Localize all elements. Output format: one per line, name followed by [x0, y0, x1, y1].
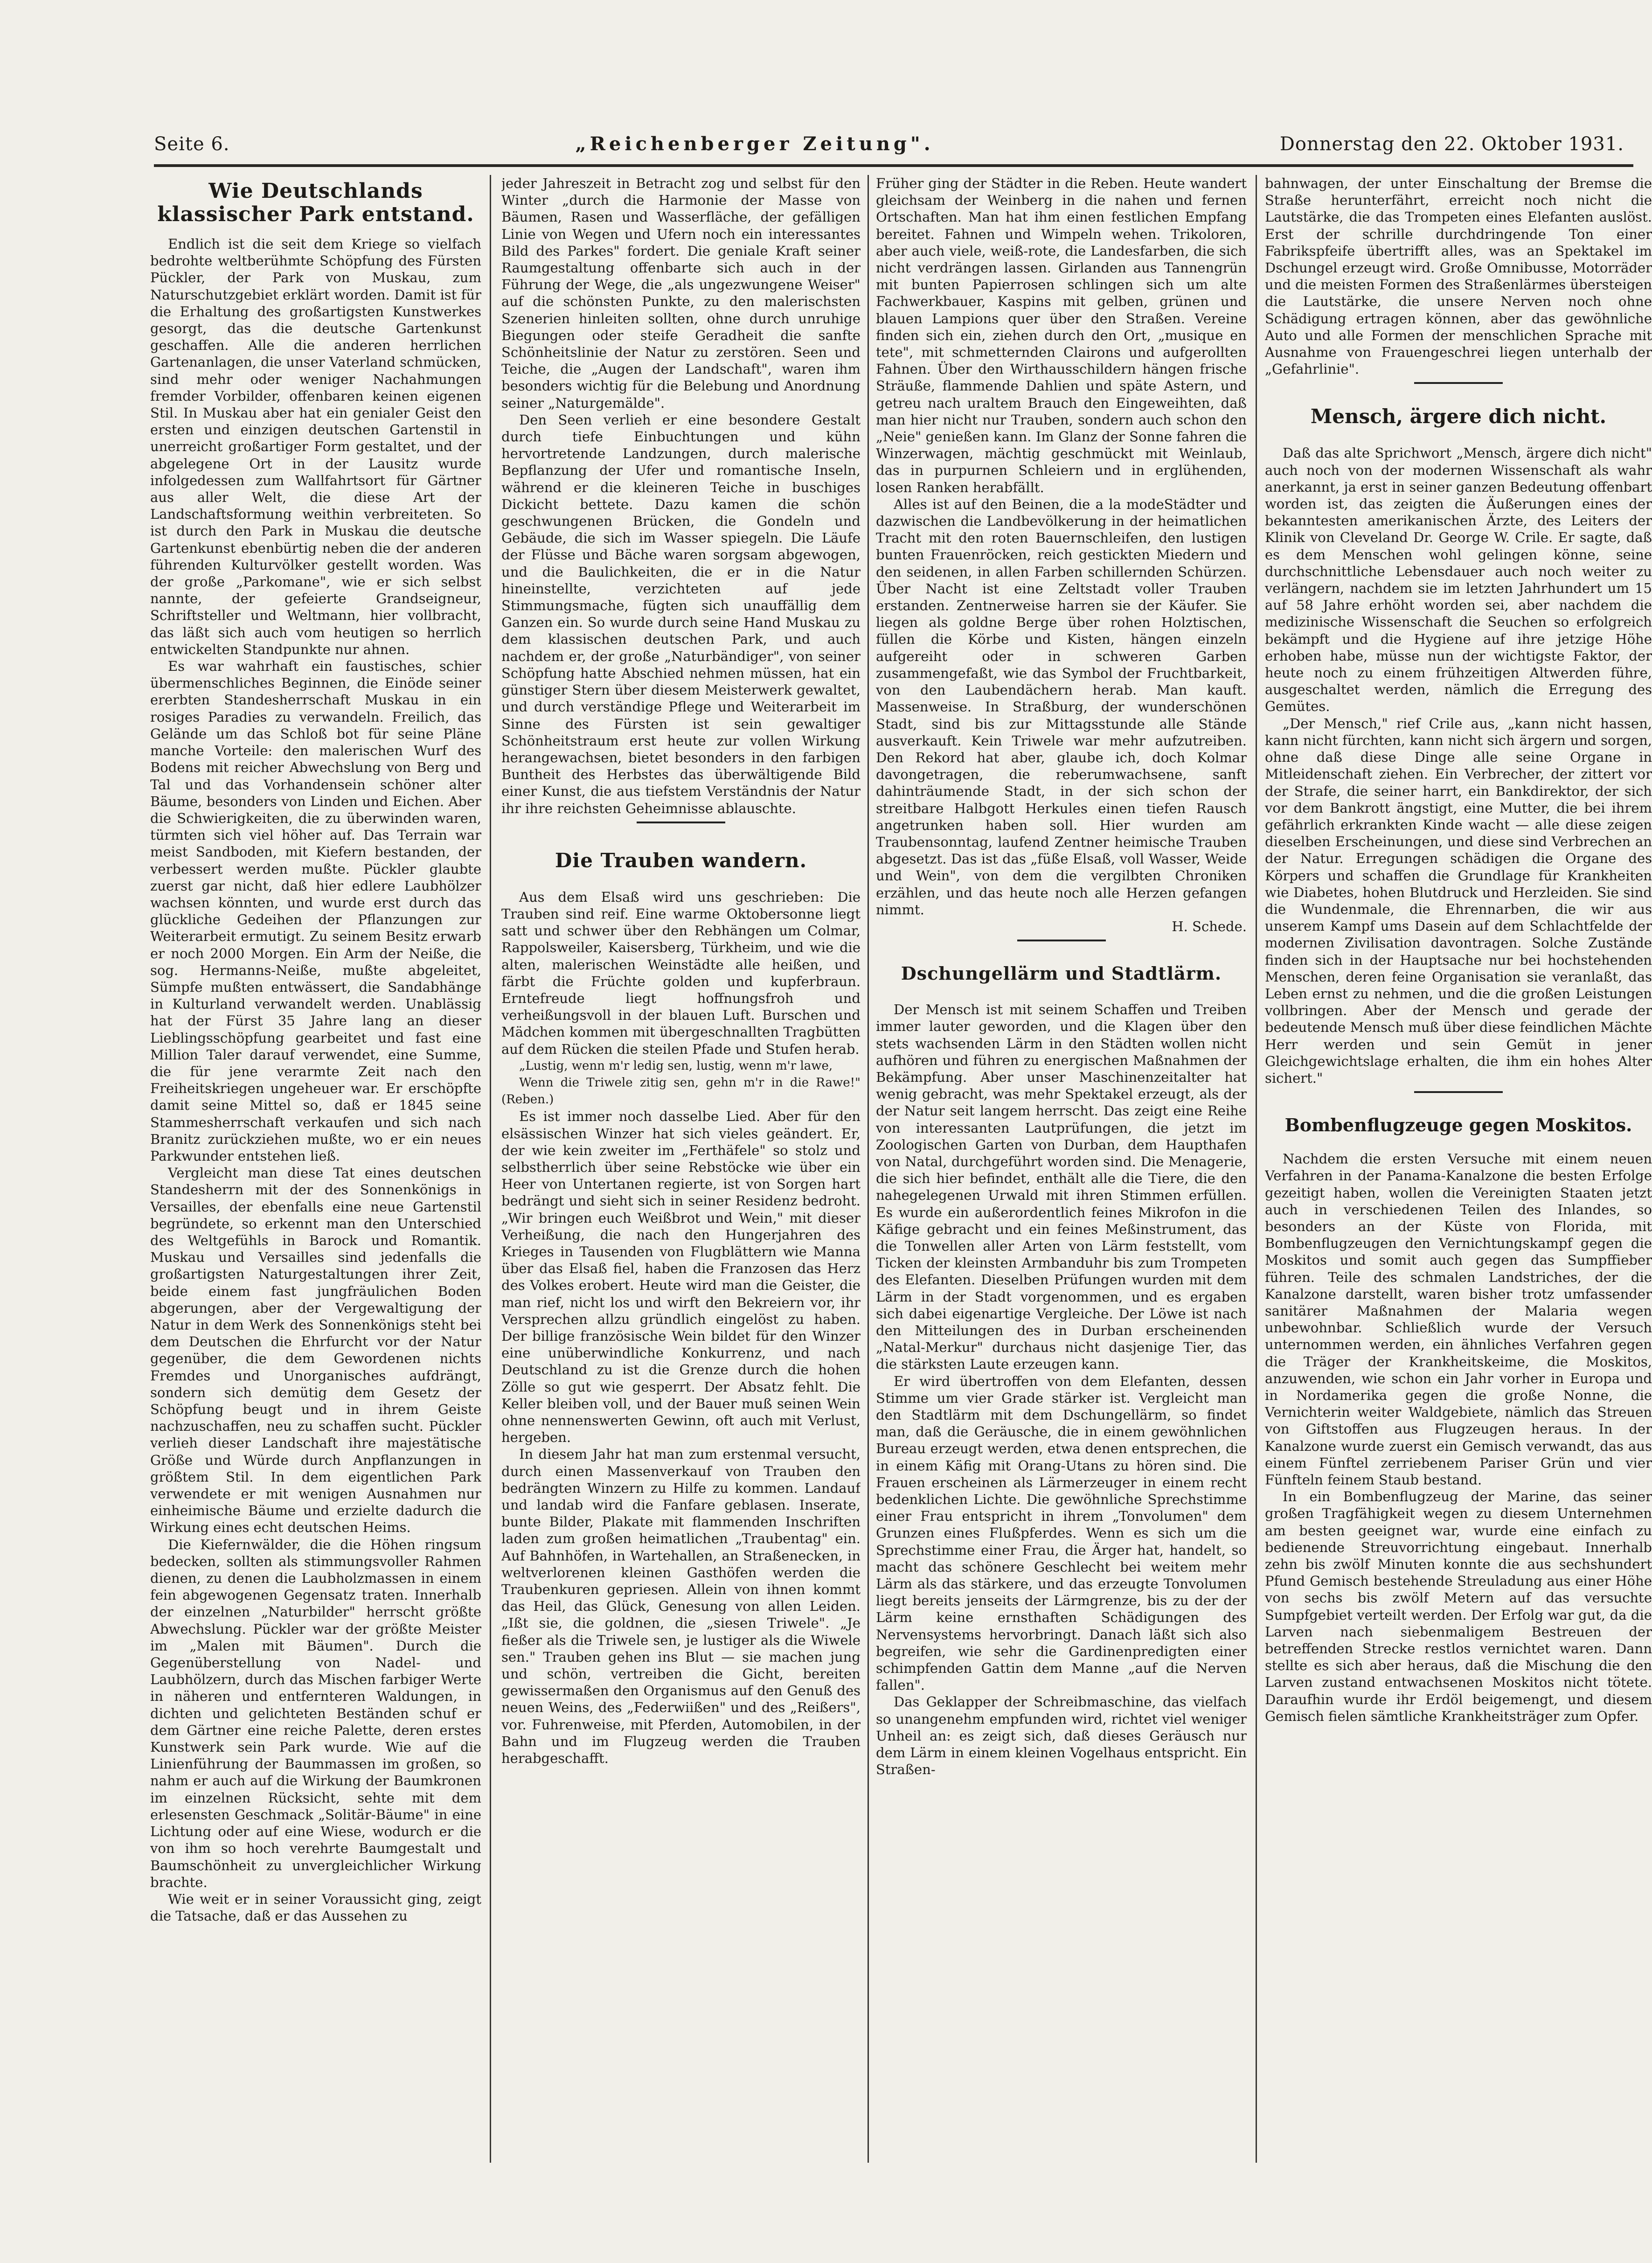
newspaper-title: „Reichenberger Zeitung". [575, 133, 934, 155]
header-rule [154, 164, 1633, 167]
page-number: Seite 6. [154, 133, 230, 155]
page-header [154, 133, 1624, 161]
column-divider [1256, 175, 1257, 2163]
article-separator [1414, 382, 1503, 384]
article-paragraph: Es ist immer noch dasselbe Lied. Aber für den elsässischen Winzer hat sich vieles geändert. Er, der wie kein zweiter im „Ferthäfele" so stolz und selbstherrlich über seine Rebstöcke wie über ein Heer von Untertanen regierte, ist von Sorgen hart bedrängt und sieht sich in seiner Residenz bedroht. „Wir bringen euch Weißbrot und Wein," mit dieser Verheißung, die nach den Hungerjahren des Krieges in Tausenden von Flugblättern wie Manna über das Elsaß fiel, haben die Franzosen das Herz des Volkes erobert. Heute wird man die Geister, die man rief, nicht los und wirft den Bekreiern vor, ihr Versprechen allzu gründlich eingelöst zu haben. Der billige französische Wein bildet für den Winzer eine unüberwindliche Konkurrenz, und nach Deutschland zu ist die Grenze durch die hohen Zölle so gut wie gesperrt. Der Absatz fehlt. Die Keller bleiben voll, und der Bauer muß seinen Wein ohne nennenswerten Gewinn, oft auch mit Verlust, hergeben. [501, 1108, 861, 1446]
article-title-park: Wie Deutschlands klassischer Park entstand. [157, 179, 474, 226]
article-title-bomben: Bombenflugzeuge gegen Moskitos. [1284, 1114, 1632, 1136]
column-divider [868, 175, 869, 2163]
column-2 [501, 175, 861, 2163]
article-separator [1017, 940, 1106, 941]
article-paragraph: jeder Jahreszeit in Betracht zog und selbst für den Winter „durch die Harmonie der Masse von Bäumen, Rasen und Wasserfläche, der gefälligen Linie von Wegen und Ufern noch ein interessantes Bild des Parkes" fordert. Die geniale Kraft seiner Raumgestaltung offenbarte sich auch in der Führung der Wege, die „als ungezwungene Weiser" auf die schönsten Punkte, zu den malerischsten Szenerien hinleiten sollten, ohne durch unruhige Biegungen oder steife Geradheit die sanfte Schönheitslinie der Natur zu zerstören. Seen und Teiche, die „Augen der Landschaft", waren ihm besonders wichtig für die Belebung und Anordnung seiner „Naturgemälde". [501, 175, 861, 411]
article-paragraph: Endlich ist die seit dem Kriege so vielfach bedrohte weltberühmte Schöpfung des Fürsten Pückler, der Park von Muskau, zum Naturschutzgebiet erklärt worden. Damit ist für die Erhaltung des großartigsten Kunstwerkes gesorgt, das die deutsche Gartenkunst geschaffen. Alle die anderen herrlichen Gartenanlagen, die unser Vaterland schmücken, sind mehr oder weniger Nachahmungen fremder Vorbilder, offenbaren keinen eigenen Stil. In Muskau aber hat ein genialer Geist den ersten und einzigen deutschen Gartenstil in unerreicht großartiger Form gestaltet, und der abgelegene Ort in der Lausitz wurde infolgedessen zum Wallfahrtsort für Gärtner aus aller Welt, die diese Art der Landschaftsformung weithin verbreiteten. So ist durch den Park in Muskau die deutsche Gartenkunst ebenbürtig neben die der anderen führenden Kulturvölker gestellt worden. Was der große „Parkomane", wie er sich selbst nannte, der gefeierte Grandseigneur, Schriftsteller und Weltmann, hier vollbracht, das läßt sich auch vom heutigen so herrlich entwickelten Standpunkte nur ahnen. [150, 236, 481, 657]
article-paragraph: „Der Mensch," rief Crile aus, „kann nicht hassen, kann nicht fürchten, kann nicht sich ärgern und sorgen, ohne daß diese Dinge alle seine Organe in Mitleidenschaft ziehen. Ein Verbrecher, der zittert vor der Strafe, die seiner harrt, ein Bankdirektor, der sich vor dem Bankrott ängstigt, eine Mutter, die bei ihrem gefährlich erkrankten Kinde wacht — alle diese zeigen dieselben Erscheinungen, und diese sind Verbrechen an der Natur. Erregungen schädigen die Organe des Körpers und schaffen die Grundlage für Krankheiten wie Diabetes, hohen Blutdruck und Herzleiden. Sie sind die Wundenmale, die Ehrennarben, die wir aus unserem Kampf ums Dasein auf dem Schlachtfelde der modernen Zivilisation davontragen. Solche Zustände finden sich in der Hauptsache nur bei hochstehenden Menschen, deren feine Organisation sie veranlaßt, das Leben ernst zu nehmen, und die die großen Leistungen vollbringen. Aber der Mensch und gerade der bedeutende Mensch muß über diese feindlichen Mächte Herr werden und sein Gemüt in jener Gleichgewichtslage erhalten, die ihm ein hohes Alter sichert." [1265, 715, 1652, 1086]
article-paragraph: Nachdem die ersten Versuche mit einem neuen Verfahren in der Panama-Kanalzone die besten Erfolge gezeitigt haben, wollen die Vereinigten Staaten jetzt auch in verschiedenen Teilen des Inlandes, so besonders an der Küste von Florida, mit Bombenflugzeugen den Vernichtungskampf gegen die Moskitos und somit auch gegen das Sumpffieber führen. Teile des schmalen Landstriches, der die Kanalzone darstellt, waren bisher trotz umfassender sanitärer Maßnahmen der Malaria wegen unbewohnbar. Schließlich wurde der Versuch unternommen werden, ein ähnliches Verfahren gegen die Träger der Krankheitskeime, die Moskitos, anzuwenden, wie schon ein Jahr vorher in Europa und in Nordamerika gegen die große Nonne, die Vernichterin weiter Waldgebiete, nämlich das Streuen von Giftstoffen aus Flugzeugen heraus. In der Kanalzone wurde zuerst ein Gemisch verwandt, das aus einem Fünftel zerriebenem Pariser Grün und vier Fünfteln feinem Staub bestand. [1265, 1151, 1652, 1488]
verse-line: „Lustig, wenn m'r ledig sen, lustig, wenn m'r lawe, [519, 1058, 833, 1073]
column-1 [150, 175, 481, 2163]
article-paragraph: Daß das alte Sprichwort „Mensch, ärgere dich nicht" auch noch von der modernen Wissenschaft als wahr anerkannt, ja erst in seiner ganzen Bedeutung offenbart worden ist, das zeigten die Äußerungen eines der bekanntesten amerikanischen Ärzte, des Leiters der Klinik von Cleveland Dr. George W. Crile. Er sagte, daß es dem Menschen wohl gelingen könne, seine durchschnittliche Lebensdauer auch noch weiter zu verlängern, nachdem sie im letzten Jahrhundert um 15 auf 58 Jahre erhöht worden sei, aber nachdem die medizinische Wissenschaft die Seuchen so erfolgreich bekämpft und die Hygiene auf ihre jetzige Höhe erhoben habe, müsse nun der wichtigste Faktor, der heute noch zu einem frühzeitigen Altwerden führe, ausgeschaltet werden, nämlich die Erregung des Gemütes. [1265, 445, 1652, 715]
article-paragraph: Die Kiefernwälder, die die Höhen ringsum bedecken, sollten als stimmungsvoller Rahmen dienen, zu denen die Laubholzmassen in einem fein abgewogenen Gegensatz traten. Innerhalb der einzelnen „Naturbilder" herrscht größte Abwechslung. Pückler war der größte Meister im „Malen mit Bäumen". Durch die Gegenüberstellung von Nadel- und Laubhölzern, durch das Mischen farbiger Werte in näheren und entfernteren Waldungen, in dichten und gelichteten Beständen schuf er dem Gärtner eine reiche Palette, deren erstes Kunstwerk sein Park wurde. Wie auf die Linienführung der Baummassen im großen, so nahm er auch auf die Wirkung der Baumkronen im einzelnen Rücksicht, sehte mit dem erlesensten Geschmack „Solitär-Bäume" in eine Lichtung oder auf eine Wiese, wodurch er die von ihm so hoch verehrte Baumgestalt und Baumschönheit zu unvergleichlicher Wirkung brachte. [150, 1536, 481, 1890]
article-paragraph: Das Geklapper der Schreibmaschine, das vielfach so unangenehm empfunden wird, richtet viel weniger Unheil an: es zeigt sich, daß dieses Geräusch nur dem Lärm in einem kleinen Vogelhaus entspricht. Ein Straßen- [876, 1694, 1247, 1778]
article-paragraph: Es war wahrhaft ein faustisches, schier übermenschliches Beginnen, die Einöde seiner ererbten Standesherrschaft Muskau in ein rosiges Paradies zu verwandeln. Freilich, das Gelände um das Schloß bot für seine Pläne manche Vorteile: den malerischen Wurf des Bodens mit reicher Abwechslung von Berg und Tal und das Vorhandensein schöner alter Bäume, besonders von Linden und Eichen. Aber die Schwierigkeiten, die zu überwinden waren, türmten sich viel höher auf. Das Terrain war meist Sandboden, mit Kiefern bestanden, der verbessert werden mußte. Pückler glaubte zuerst gar nicht, daß hier edlere Laubhölzer wachsen könnten, und wurde erst durch das glückliche Gedeihen der Pflanzungen zur Weiterarbeit ermutigt. Zu seinem Besitz erwarb er noch 2000 Morgen. Ein Arm der Neiße, die sog. Hermanns-Neiße, mußte abgeleitet, Sümpfe mußten entwässert, die Sandabhänge in Kulturland verwandelt werden. Unablässig hat der Fürst 35 Jahre lang an dieser Lieblingsschöpfung gearbeitet und fast eine Million Taler darauf verwendet, eine Summe, die für jene verarmte Zeit nach den Freiheitskriegen ungeheuer war. Er erschöpfte damit seine Mittel so, daß er 1845 seine Stammesherrschaft verkaufen und sich nach Branitz zurückziehen mußte, wo er ein neues Parkwunder entstehen ließ. [150, 658, 481, 1164]
article-separator [1414, 1091, 1503, 1093]
article-paragraph: bahnwagen, der unter Einschaltung der Bremse die Straße herunterfährt, erreicht noch nicht die Lautstärke, die das Trompeten eines Elefanten auslöst. Erst der schrille durchdringende Ton einer Fabrikspfeife übertrifft alles, was an Spektakel im Dschungel erzeugt wird. Große Omnibusse, Motorräder und die meisten Formen des Straßenlärmes übersteigen die Lautstärke, die unsere Nerven noch ohne Schädigung ertragen können, aber das gewöhnliche Auto und alle Formen der menschlichen Sprache mit Ausnahme von Frauengeschrei liegen unterhalb der „Gefahrlinie". [1265, 175, 1652, 377]
article-title-dschungel: Dschungellärm und Stadtlärm. [901, 963, 1222, 984]
article-paragraph: Alles ist auf den Beinen, die a la modeStädter und dazwischen die Landbevölkerung in der heimatlichen Tracht mit den roten Bauernschleifen, den lustigen bunten Frauenröcken, reich gestickten Miedern und den seidenen, in allen Farben schillernden Schürzen. Über Nacht ist eine Zeltstadt voller Trauben erstanden. Zentnerweise harren sie der Käufer. Sie liegen als goldne Berge über rohen Holztischen, füllen die Körbe und Kisten, hängen einzeln aufgereiht oder in schweren Garben zusammengefaßt, wie das Symbol der Fruchtbarkeit, von den Laubendächern herab. Man kauft. Massenweise. In Straßburg, der wunderschönen Stadt, sind bis zur Mittagsstunde alle Stände ausverkauft. Kein Triwele war mehr aufzutreiben. Den Rekord hat aber, glaube ich, doch Kolmar davongetragen, die reberumwachsene, sanft dahinträumende Stadt, in der sich schon der streitbare Halbgott Herkules einen tiefen Rausch angetrunken haben soll. Hier wurden am Traubensonntag, laufend Zentner heimische Trauben abgesetzt. Das ist das „füße Elsaß, voll Wasser, Weide und Wein", von dem die vergilbten Chroniken erzählen, und das heute noch alle Herzen gefangen nimmt. [876, 496, 1247, 918]
issue-date: Donnerstag den 22. Oktober 1931. [1279, 133, 1624, 155]
article-paragraph: In diesem Jahr hat man zum erstenmal versucht, durch einen Massenverkauf von Trauben den bedrängten Winzern zu Hilfe zu kommen. Landauf und landab wird die Fanfare geblasen. Inserate, bunte Bilder, Plakate mit flammenden Inschriften laden zum großen heimatlichen „Traubentag" ein. Auf Bahnhöfen, in Wartehallen, an Straßenecken, in weltverlorenen kleinen Gasthöfen werden die Traubenkuren gepriesen. Allein von ihnen kommt das Heil, das Glück, Genesung von allen Leiden. „Ißt sie, die goldnen, die „siesen Triwele". „Je fießer als die Triwele sen, je lustiger als die Wiwele sen." Trauben gehen ins Blut — sie machen jung und schön, vertreiben die Gicht, bereiten gewissermaßen den Organismus auf den Genuß des neuen Weins, des „Federwiißen" und des „Reißers", vor. Fuhrenweise, mit Pferden, Automobilen, in der Bahn und im Flugzeug werden die Trauben herabgeschafft. [501, 1446, 861, 1767]
article-title-trauben: Die Trauben wandern. [555, 849, 807, 872]
column-divider [490, 175, 491, 2163]
verse-line: Wenn die Triwele zitig sen, gehn m'r in die Rawe!" (Reben.) [501, 1075, 861, 1107]
column-4 [1265, 175, 1652, 2163]
article-title-mensch: Mensch, ärgere dich nicht. [1310, 405, 1607, 428]
column-3 [876, 175, 1247, 2163]
article-paragraph: Den Seen verlieh er eine besondere Gestalt durch tiefe Einbuchtungen und kühn hervortretende Landzungen, durch malerische Bepflanzung der Ufer und romantische Inseln, während er die kleineren Teiche in buschiges Dickicht bettete. Dazu kamen die schön geschwungenen Brücken, die Gondeln und Gebäude, die sich im Wasser spiegeln. Die Läufe der Flüsse und Bäche waren sorgsam abgewogen, und die Baulichkeiten, die er in die Natur hineinstellte, verzichteten auf jede Stimmungsmache, fügten sich unauffällig dem Ganzen ein. So wurde durch seine Hand Muskau zu dem klassischen deutschen Park, und auch nachdem er, der große „Naturbändiger", von seiner Schöpfung hatte Abschied nehmen müssen, hat ein günstiger Stern über diesem Meisterwerk gewaltet, und durch verständige Pflege und Weiterarbeit im Sinne des Fürsten ist sein gewaltiger Schönheitstraum erst heute zur vollen Wirkung herangewachsen, bietet besonders in den farbigen Buntheit des Herbstes das überwältigende Bild einer Kunst, die aus tiefstem Verständnis der Natur ihr ihre reichsten Geheimnisse ablauschte. [501, 411, 861, 816]
article-paragraph: Wie weit er in seiner Voraussicht ging, zeigt die Tatsache, daß er das Aussehen zu [150, 1891, 481, 1924]
article-author: H. Schede. [1172, 918, 1247, 934]
article-separator [637, 822, 725, 823]
article-paragraph: Er wird übertroffen von dem Elefanten, dessen Stimme um vier Grade stärker ist. Vergleicht man den Stadtlärm mit dem Dschungellärm, so findet man, daß die Geräusche, die in einem gewöhnlichen Bureau erzeugt werden, etwa denen entsprechen, die in einem Käfig mit Orang-Utans zu hören sind. Die Frauen erscheinen als Lärmerzeuger in einem recht bedenklichen Lichte. Die gewöhnliche Sprechstimme einer Frau entspricht in ihrem „Tonvolumen" dem Grunzen eines Flußpferdes. Wenn es sich um die Sprechstimme einer Frau, die Ärger hat, handelt, so macht das schönere Geschlecht bei weitem mehr Lärm als das stärkere, und das erzeugte Tonvolumen liegt bereits jenseits der Lärmgrenze, bis zu der der Lärm keine ernsthaften Schädigungen des Nervensystems hervorbringt. Danach läßt sich also begreifen, wie sehr die Gardinenpredigten einer schimpfenden Gattin dem Manne „auf die Nerven fallen". [876, 1373, 1247, 1693]
article-paragraph: Aus dem Elsaß wird uns geschrieben: Die Trauben sind reif. Eine warme Oktobersonne liegt satt und schwer über den Rebhängen um Colmar, Rappolsweiler, Kaisersberg, Türkheim, und wie die alten, malerischen Weinstädte alle heißen, und färbt die Früchte golden und kupferbraun. Erntefreude liegt hoffnungsfroh und verheißungsvoll in der blauen Luft. Burschen und Mädchen kommen mit übergeschnallten Tragbütten auf dem Rücken die steilen Pfade und Stufen herab. [501, 889, 861, 1057]
article-paragraph: Früher ging der Städter in die Reben. Heute wandert gleichsam der Weinberg in die nahen und fernen Ortschaften. Man hat ihm einen festlichen Empfang bereitet. Fahnen und Wimpeln wehen. Trikoloren, aber auch viele, weiß-rote, die Landesfarben, die sich nicht verdrängen lassen. Girlanden aus Tannengrün mit bunten Papierrosen schlingen sich um alte Fachwerkbauer, Kaspins mit gelben, grünen und blauen Lampions quer über den Straßen. Vereine finden sich ein, ziehen durch den Ort, „musique en tete", mit schmetternden Clairons und aufgerollten Fahnen. Über den Wirthausschildern hängen frische Sträuße, flammende Dahlien und späte Astern, und getreu nach uraltem Brauch den Eingeweihten, daß man hier nicht nur Trauben, sondern auch schon den „Neie" genießen kann. Im Glanz der Sonne fahren die Winzerwagen, mächtig geschmückt mit Weinlaub, das in purpurnen Schleiern und in erglühenden, losen Ranken herabfällt. [876, 175, 1247, 495]
article-paragraph: Vergleicht man diese Tat eines deutschen Standesherrn mit der des Sonnenkönigs in Versailles, der ebenfalls eine neue Gartenstil begründete, so erkennt man den Unterschied des Weltgefühls in Barock und Romantik. Muskau und Versailles sind jedenfalls die großartigsten Naturgestaltungen ihrer Zeit, beide einem fast jungfräulichen Boden abgerungen, aber der Vergewaltigung der Natur in dem Werk des Sonnenkönigs steht bei dem Deutschen die Ehrfurcht vor der Natur gegenüber, die dem Gewordenen nichts Fremdes und Unorganisches aufdrängt, sondern sich demütig dem Gesetz der Schöpfung beugt und in ihrem Geiste nachzuschaffen, neu zu schaffen sucht. Pückler verlieh dieser Landschaft ihre majestätische Größe und Würde durch Anpflanzungen in größtem Stil. In dem eigentlichen Park verwendete er mit wenigen Ausnahmen nur einheimische Bäume und erzielte dadurch die Wirkung eines echt deutschen Heims. [150, 1165, 481, 1536]
article-paragraph: Der Mensch ist mit seinem Schaffen und Treiben immer lauter geworden, und die Klagen über den stets wachsenden Lärm in den Städten wollen nicht aufhören und führen zu energischen Maßnahmen der Bekämpfung. Aber unser Maschinenzeitalter hat wenig gebracht, was mehr Spektakel erzeugt, als der der Natur seit langem herrscht. Das zeigt eine Reihe von interessanten Lautprüfungen, die jetzt im Zoologischen Garten von Durban, dem Haupthafen von Natal, durchgeführt worden sind. Die Menagerie, die sich hier befindet, enthält alle die Tiere, die den nahegelegenen Urwald mit ihren Stimmen erfüllen. Es wurde ein außerordentlich feines Mikrofon in die Käfige gebracht und ein feines Meßinstrument, das die Tonwellen aller Arten von Lärm feststellt, vom Ticken der kleinsten Armbanduhr bis zum Trompeten des Elefanten. Dieselben Prüfungen wurden mit dem Lärm in der Stadt vorgenommen, und es ergaben sich dabei eigenartige Vergleiche. Der Löwe ist nach den Mitteilungen des in Durban erscheinenden „Natal-Merkur" durchaus nicht dasjenige Tier, das die stärksten Laute erzeugen kann. [876, 1002, 1247, 1372]
article-paragraph: In ein Bombenflugzeug der Marine, das seiner großen Tragfähigkeit wegen zu diesem Unternehmen am besten geeignet war, wurde eine einfach zu bedienende Streuvorrichtung eingebaut. Innerhalb zehn bis zwölf Minuten konnte die aus sechshundert Pfund Gemisch bestehende Streuladung aus einer Höhe von sechs bis zwölf Metern auf das versuchte Sumpfgebiet verteilt werden. Der Erfolg war gut, da die Larven nach siebenmaligem Bestreuen der betreffenden Strecke restlos vernichtet waren. Dann stellte es sich aber heraus, daß die Mischung die den Larven zustand entwachsenen Moskitos nicht tötete. Daraufhin wurde ihr Erdöl beigemengt, und diesem Gemisch fielen sämtliche Krankheitsträger zum Opfer. [1265, 1489, 1652, 1724]
